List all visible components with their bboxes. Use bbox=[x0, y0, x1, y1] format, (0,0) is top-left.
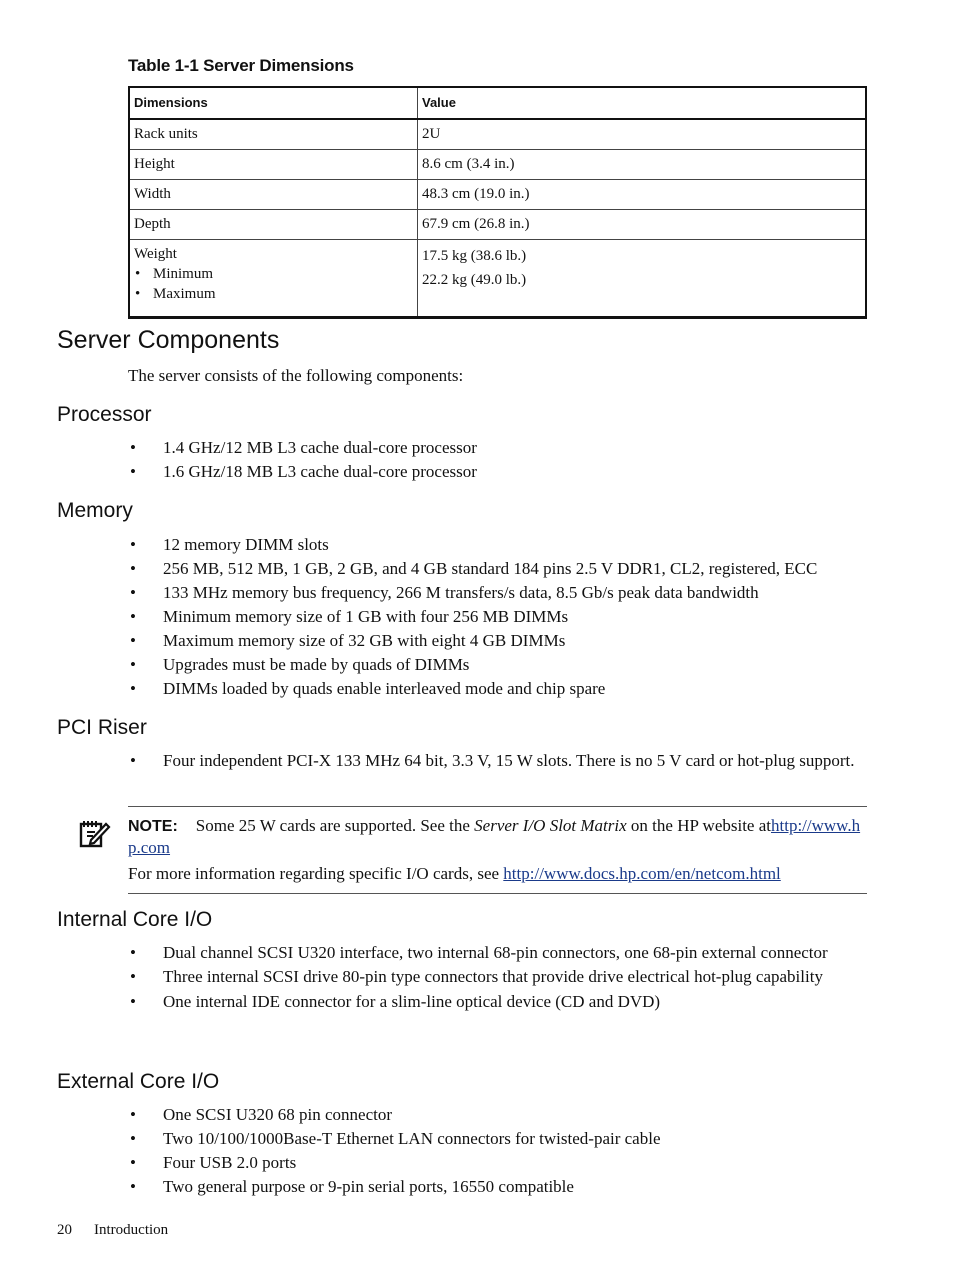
weight-label: Weight bbox=[134, 246, 177, 262]
list-item: • 256 MB, 512 MB, 1 GB, 2 GB, and 4 GB standard 184 pins 2.5 V DDR1, CL2, registered, ECC bbox=[128, 557, 868, 581]
list-item: • 12 memory DIMM slots bbox=[128, 533, 868, 557]
heading-internal-core-io: Internal Core I/O bbox=[57, 908, 213, 931]
note-text bbox=[128, 815, 867, 858]
list-item: • Dual channel SCSI U320 interface, two internal 68-pin connectors, one 68-pin external connector bbox=[128, 942, 868, 963]
dimension-cell: Rack units bbox=[129, 119, 418, 150]
list-item: • Two 10/100/1000Base-T Ethernet LAN connectors for twisted-pair cable bbox=[128, 1127, 868, 1151]
heading-pci-riser: PCI Riser bbox=[57, 716, 147, 739]
note-italic-title: Server I/O Slot Matrix bbox=[474, 816, 627, 835]
value-cell: 8.6 cm (3.4 in.) bbox=[418, 150, 867, 180]
list-item: • Minimum bbox=[134, 264, 413, 284]
table-row bbox=[129, 150, 866, 180]
dimension-cell: Width bbox=[129, 180, 418, 210]
table-row bbox=[129, 119, 866, 150]
list-item: • Minimum memory size of 1 GB with four 256 MB DIMMs bbox=[128, 605, 868, 629]
pci-riser-list bbox=[128, 750, 868, 774]
list-item: • Maximum memory size of 32 GB with eight 4 GB DIMMs bbox=[128, 629, 868, 653]
note-text-part: For more information regarding specific I/O cards, see bbox=[128, 864, 504, 883]
page-footer bbox=[57, 1222, 168, 1239]
note-text-part: Some 25 W cards are supported. See the bbox=[195, 816, 475, 835]
value-cell: 2U bbox=[418, 119, 867, 150]
list-item: • 133 MHz memory bus frequency, 266 M transfers/s data, 8.5 Gb/s peak data bandwidth bbox=[128, 581, 868, 605]
table-row bbox=[129, 180, 866, 210]
weight-min-value: 17.5 kg (38.6 lb.) bbox=[422, 248, 527, 264]
note-box bbox=[128, 806, 867, 894]
list-item: • Maximum bbox=[134, 284, 413, 304]
list-item: • One internal IDE connector for a slim-line optical device (CD and DVD) bbox=[128, 990, 868, 1014]
footer-section: Introduction bbox=[94, 1222, 169, 1238]
note-pencil-icon bbox=[79, 818, 111, 850]
note-more-info bbox=[128, 863, 867, 884]
processor-list bbox=[128, 436, 868, 484]
external-core-io-list bbox=[128, 1103, 868, 1199]
heading-memory: Memory bbox=[57, 499, 133, 522]
docs-netcom-link[interactable]: http://www.docs.hp.com/en/netcom.html bbox=[503, 864, 781, 883]
value-cell bbox=[418, 240, 867, 318]
heading-server-components: Server Components bbox=[57, 326, 280, 354]
table-caption: Table 1-1 Server Dimensions bbox=[128, 56, 354, 75]
list-item: • 1.4 GHz/12 MB L3 cache dual-core processor bbox=[128, 436, 868, 460]
intro-paragraph: The server consists of the following components: bbox=[128, 366, 464, 385]
list-item: • Two general purpose or 9-pin serial ports, 16550 compatible bbox=[128, 1175, 868, 1199]
table-header-row bbox=[129, 87, 866, 119]
weight-max-value: 22.2 kg (49.0 lb.) bbox=[422, 272, 527, 288]
list-item: • Four USB 2.0 ports bbox=[128, 1151, 868, 1175]
hp-website-link[interactable]: http://www.hp.com bbox=[128, 816, 861, 857]
heading-external-core-io: External Core I/O bbox=[57, 1070, 220, 1093]
weight-list bbox=[134, 264, 413, 304]
list-item: • Four independent PCI-X 133 MHz 64 bit, 3.3 V, 15 W slots. There is no 5 V card or hot-plug support. bbox=[128, 750, 868, 771]
memory-list bbox=[128, 533, 868, 701]
server-dimensions-table bbox=[128, 86, 867, 319]
value-cell: 48.3 cm (19.0 in.) bbox=[418, 180, 867, 210]
column-header-value: Value bbox=[418, 87, 867, 119]
list-item: • Three internal SCSI drive 80-pin type connectors that provide drive electrical hot-plug capability bbox=[128, 966, 868, 987]
list-item: • 1.6 GHz/18 MB L3 cache dual-core processor bbox=[128, 460, 868, 484]
table-row bbox=[129, 210, 866, 240]
table-row-weight bbox=[129, 240, 866, 318]
note-text-part: on the HP website at bbox=[626, 816, 771, 835]
dimension-cell bbox=[129, 240, 418, 318]
internal-core-io-list bbox=[128, 942, 868, 1014]
note-label: NOTE: bbox=[128, 818, 178, 835]
value-cell: 67.9 cm (26.8 in.) bbox=[418, 210, 867, 240]
column-header-dimensions: Dimensions bbox=[129, 87, 418, 119]
list-item: • One SCSI U320 68 pin connector bbox=[128, 1103, 868, 1127]
page-number: 20 bbox=[57, 1222, 72, 1238]
list-item: • Upgrades must be made by quads of DIMMs bbox=[128, 653, 868, 677]
dimension-cell: Height bbox=[129, 150, 418, 180]
dimension-cell: Depth bbox=[129, 210, 418, 240]
heading-processor: Processor bbox=[57, 403, 152, 426]
list-item: • DIMMs loaded by quads enable interleaved mode and chip spare bbox=[128, 677, 868, 701]
